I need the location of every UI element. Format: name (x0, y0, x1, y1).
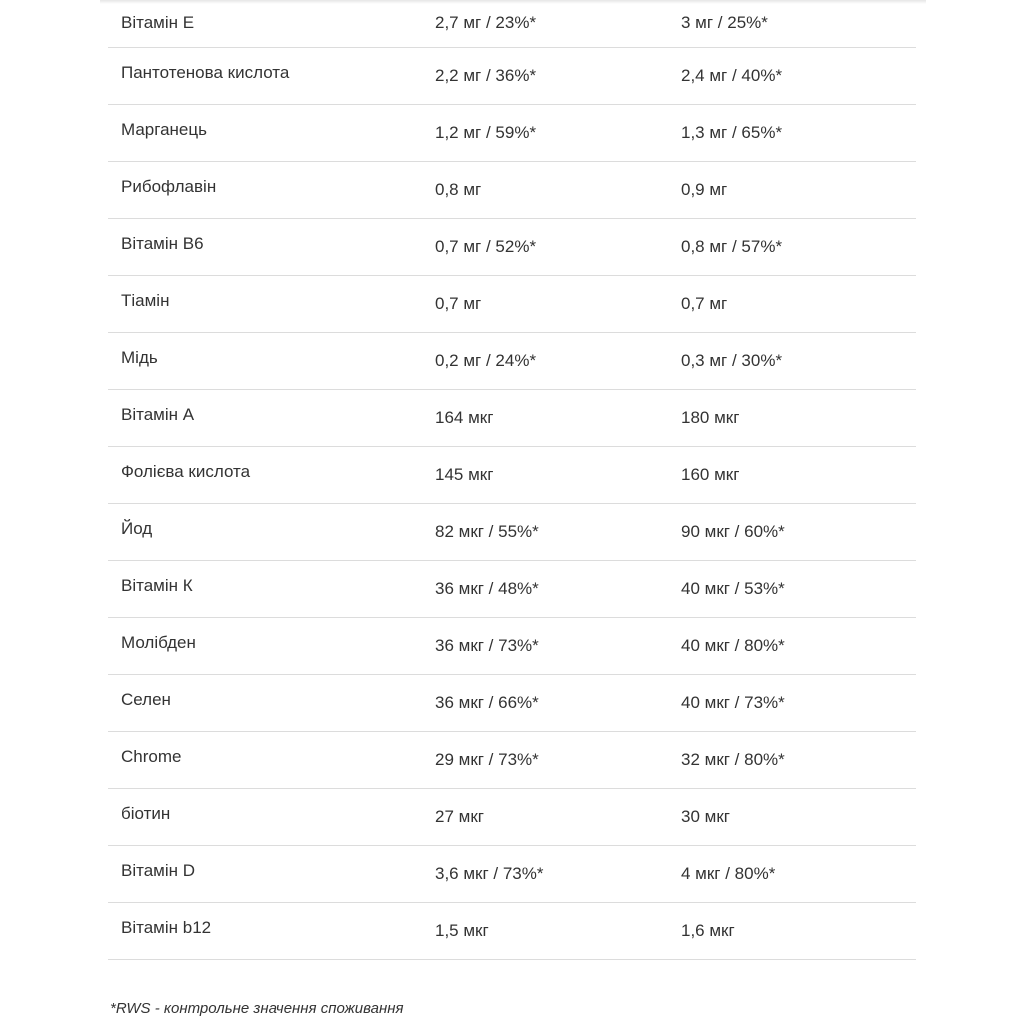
amount-value: 32 мкг / 80%* (681, 750, 785, 769)
amount-value: 90 мкг / 60%* (681, 522, 785, 541)
amount-value: 0,7 мг / 52%* (435, 237, 537, 256)
table-row (108, 162, 916, 219)
nutrient-name: Chrome (121, 747, 182, 766)
amount-value: 4 мкг / 80%* (681, 864, 776, 883)
table-row (108, 48, 916, 105)
amount-value: 160 мкг (681, 465, 740, 484)
amount-value: 36 мкг / 66%* (435, 693, 539, 712)
nutrient-name: Вітамін К (121, 576, 193, 595)
nutrient-name: Вітамін Е (121, 13, 195, 32)
amount-value: 164 мкг (435, 408, 494, 427)
table-row (108, 0, 916, 48)
amount-value: 2,7 мг / 23%* (435, 13, 537, 32)
amount-value: 29 мкг / 73%* (435, 750, 539, 769)
amount-value: 145 мкг (435, 465, 494, 484)
nutrient-name: біотин (121, 804, 171, 823)
nutrition-table (108, 0, 916, 960)
nutrient-name: Вітамін А (121, 405, 195, 424)
amount-value: 40 мкг / 80%* (681, 636, 785, 655)
nutrient-name: Вітамін b12 (121, 918, 212, 937)
table-row (108, 789, 916, 846)
amount-value: 0,7 мг (435, 294, 482, 313)
amount-value: 2,2 мг / 36%* (435, 66, 537, 85)
amount-value: 0,2 мг / 24%* (435, 351, 537, 370)
table-row (108, 105, 916, 162)
table-row (108, 903, 916, 960)
table-row (108, 333, 916, 390)
table-row (108, 675, 916, 732)
nutrient-name: Молібден (121, 633, 196, 652)
amount-value: 40 мкг / 53%* (681, 579, 785, 598)
nutrient-name: Вітамін В6 (121, 234, 204, 253)
amount-value: 180 мкг (681, 408, 740, 427)
nutrient-name: Вітамін D (121, 861, 196, 880)
nutrient-name: Йод (121, 519, 153, 538)
table-row (108, 846, 916, 903)
amount-value: 3,6 мкг / 73%* (435, 864, 544, 883)
amount-value: 0,8 мг (435, 180, 482, 199)
amount-value: 2,4 мг / 40%* (681, 66, 783, 85)
amount-value: 0,8 мг / 57%* (681, 237, 783, 256)
nutrient-name: Селен (121, 690, 171, 709)
amount-value: 0,3 мг / 30%* (681, 351, 783, 370)
amount-value: 1,5 мкг (435, 921, 489, 940)
table-row (108, 390, 916, 447)
table-row (108, 276, 916, 333)
table-row (108, 732, 916, 789)
amount-value: 1,3 мг / 65%* (681, 123, 783, 142)
nutrient-name: Мідь (121, 348, 158, 367)
amount-value: 1,6 мкг (681, 921, 735, 940)
nutrient-name: Рибофлавін (121, 177, 217, 196)
footnote: *RWS - контрольне значення споживання (110, 1000, 404, 1017)
amount-value: 0,9 мг (681, 180, 728, 199)
amount-value: 82 мкг / 55%* (435, 522, 539, 541)
amount-value: 36 мкг / 48%* (435, 579, 539, 598)
nutrient-name: Фолієва кислота (121, 462, 251, 481)
nutrient-name: Пантотенова кислота (121, 63, 290, 82)
table-row (108, 219, 916, 276)
amount-value: 40 мкг / 73%* (681, 693, 785, 712)
amount-value: 3 мг / 25%* (681, 13, 768, 32)
nutrient-name: Тіамін (121, 291, 170, 310)
amount-value: 36 мкг / 73%* (435, 636, 539, 655)
amount-value: 27 мкг (435, 807, 484, 826)
amount-value: 1,2 мг / 59%* (435, 123, 537, 142)
amount-value: 30 мкг (681, 807, 730, 826)
nutrient-name: Марганець (121, 120, 207, 139)
amount-value: 0,7 мг (681, 294, 728, 313)
table-row (108, 447, 916, 504)
table-row (108, 618, 916, 675)
table-row (108, 504, 916, 561)
table-row (108, 561, 916, 618)
